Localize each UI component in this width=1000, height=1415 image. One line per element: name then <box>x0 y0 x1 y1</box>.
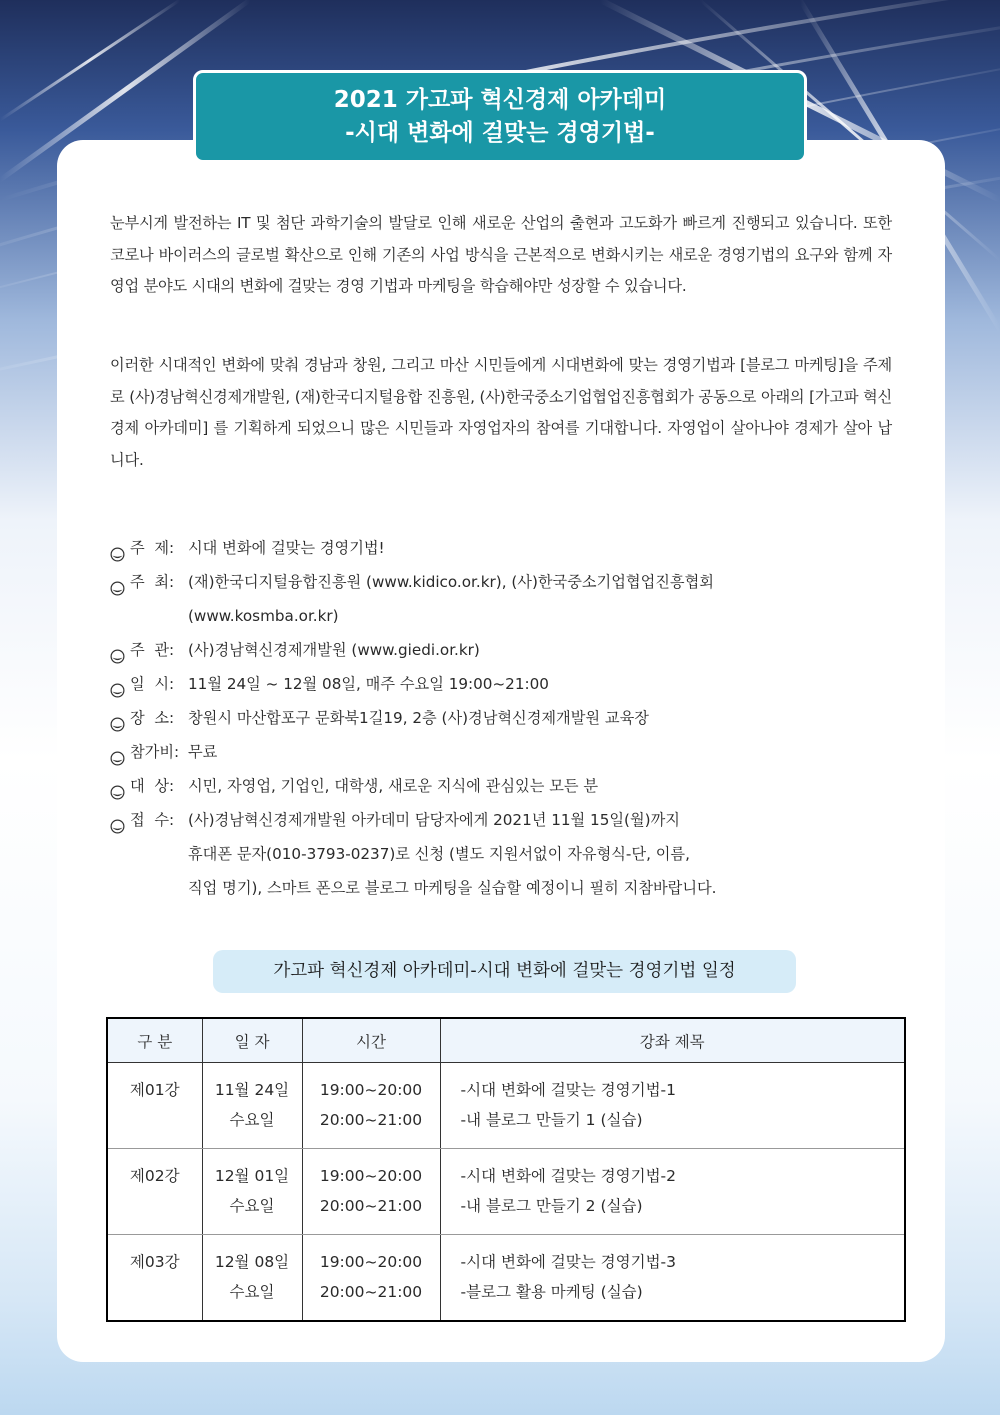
session-cell <box>107 1148 202 1234</box>
session-cell <box>107 1234 202 1321</box>
info-value <box>188 803 900 905</box>
info-value-line: 무료 <box>188 743 218 761</box>
bullet-icon <box>110 676 125 691</box>
bullet-icon <box>110 778 125 793</box>
session-label: 제03강 <box>129 1252 180 1271</box>
info-label: 주 제: <box>130 539 175 557</box>
bullet-icon <box>110 744 125 759</box>
topic-line-2: -내 블로그 만들기 1 (실습) <box>460 1111 643 1129</box>
info-label: 장 소: <box>130 709 175 727</box>
info-value <box>188 769 900 803</box>
session-label: 제02강 <box>129 1166 180 1185</box>
info-value-line: 창원시 마산합포구 문화북1길19, 2층 (사)경남혁신경제개발원 교육장 <box>188 709 649 727</box>
table-row <box>107 1063 905 1149</box>
topic-cell <box>440 1234 905 1321</box>
info-label: 대 상: <box>130 777 175 795</box>
topic-cell <box>440 1148 905 1234</box>
info-row <box>110 565 900 633</box>
bullet-icon <box>110 540 125 555</box>
title-line-2: -시대 변화에 걸맞는 경영기법- <box>345 119 655 146</box>
topic-line-2: -내 블로그 만들기 2 (실습) <box>460 1196 643 1215</box>
topic-line-1: -시대 변화에 걸맞는 경영기법-1 <box>460 1081 677 1099</box>
table-header-row <box>107 1018 905 1063</box>
topic-cell <box>440 1063 905 1149</box>
intro-paragraph-1: 눈부시게 발전하는 IT 및 첨단 과학기술의 발달로 인해 새로운 산업의 출현과 고도화가 빠르게 진행되고 있습니다. 또한 코로나 바이러스의 글로벌 확산으로 인해 기존의 사업 방식을 근본적으로 변화시키는 새로운 경영기법의 요구와 함께 자영업 분야도 시대의 변화에 걸맞는 경영 기법과 마케팅을 학습해야만 성장할 수 있습니다. <box>110 214 892 295</box>
time-cell <box>302 1148 440 1234</box>
info-label: 참가비: <box>130 743 180 761</box>
info-value <box>188 735 900 769</box>
intro-paragraph-2: 이러한 시대적인 변화에 맞춰 경남과 창원, 그리고 마산 시민들에게 시대변화에 맞는 경영기법과 [블로그 마케팅]을 주제로 (사)경남혁신경제개발원, (재)한국디지털융합 진흥원, (사)한국중소기업협업진흥협회가 공동으로 아래의 [가고파 혁신경제 아카데미] 를 기획하게 되었으니 많은 시민들과 자영업자의 참여를 기대합니다. 자영업이 살아나야 경제가 살아 납니다. <box>110 356 892 469</box>
info-value <box>188 633 900 667</box>
info-row <box>110 735 900 769</box>
info-label: 주 관: <box>130 641 175 659</box>
session-label: 제01강 <box>129 1081 180 1099</box>
header-date: 일 자 <box>202 1018 302 1063</box>
info-row <box>110 667 900 701</box>
info-row <box>110 701 900 735</box>
info-value-line: 11월 24일 ~ 12월 08일, 매주 수요일 19:00~21:00 <box>188 675 549 693</box>
time-cell <box>302 1063 440 1149</box>
info-label: 접 수: <box>130 811 175 829</box>
time-slot-1: 19:00~20:00 <box>319 1252 423 1271</box>
info-value-line: (사)경남혁신경제개발원 아카데미 담당자에게 2021년 11월 15일(월)까지 <box>188 811 680 829</box>
info-value <box>188 701 900 735</box>
date-cell <box>202 1148 302 1234</box>
bullet-icon <box>110 574 125 589</box>
date-cell <box>202 1234 302 1321</box>
time-slot-1: 19:00~20:00 <box>319 1081 423 1099</box>
info-label: 주 최: <box>130 573 175 591</box>
info-value <box>188 531 900 565</box>
info-value-line: (사)경남혁신경제개발원 (www.giedi.or.kr) <box>188 641 480 659</box>
table-row <box>107 1148 905 1234</box>
info-value-line: 시대 변화에 걸맞는 경영기법! <box>188 539 385 557</box>
date-label: 12월 08일 <box>214 1252 290 1271</box>
topic-line-1: -시대 변화에 걸맞는 경영기법-2 <box>460 1166 677 1185</box>
info-value-line: (www.kosmba.or.kr) <box>188 607 339 625</box>
title-banner <box>193 70 807 163</box>
info-row <box>110 531 900 565</box>
session-cell <box>107 1063 202 1149</box>
time-slot-1: 19:00~20:00 <box>319 1166 423 1185</box>
info-value-line: 시민, 자영업, 기업인, 대학생, 새로운 지식에 관심있는 모든 분 <box>188 777 599 795</box>
time-slot-2: 20:00~21:00 <box>319 1282 423 1301</box>
day-label: 수요일 <box>229 1196 275 1215</box>
header-session: 구 분 <box>107 1018 202 1063</box>
title-line-1: 2021 가고파 혁신경제 아카데미 <box>333 86 667 113</box>
time-slot-2: 20:00~21:00 <box>319 1196 423 1215</box>
table-row <box>107 1234 905 1321</box>
info-row <box>110 633 900 667</box>
header-topic: 강좌 제목 <box>440 1018 905 1063</box>
time-cell <box>302 1234 440 1321</box>
bullet-icon <box>110 710 125 725</box>
info-value <box>188 667 900 701</box>
schedule-title: 가고파 혁신경제 아카데미-시대 변화에 걸맞는 경영기법 일정 <box>213 950 796 993</box>
info-value-line: 휴대폰 문자(010-3793-0237)로 신청 (별도 지원서없이 자유형식-단, 이름, <box>188 845 690 863</box>
schedule-table <box>106 1017 906 1322</box>
day-label: 수요일 <box>229 1111 275 1129</box>
bullet-icon <box>110 642 125 657</box>
topic-line-2: -블로그 활용 마케팅 (실습) <box>460 1282 643 1301</box>
time-slot-2: 20:00~21:00 <box>319 1111 423 1129</box>
event-info-list <box>110 531 900 905</box>
date-cell <box>202 1063 302 1149</box>
day-label: 수요일 <box>229 1282 275 1301</box>
info-label: 일 시: <box>130 675 175 693</box>
info-value <box>188 565 900 633</box>
info-value-line: 직업 명기), 스마트 폰으로 블로그 마케팅을 실습할 예정이니 필히 지참바랍니다. <box>188 879 717 897</box>
bullet-icon <box>110 812 125 827</box>
info-row <box>110 769 900 803</box>
info-row <box>110 803 900 905</box>
header-time: 시간 <box>302 1018 440 1063</box>
date-label: 12월 01일 <box>214 1166 290 1185</box>
info-value-line: (재)한국디지털융합진흥원 (www.kidico.or.kr), (사)한국중소기업협업진흥협회 <box>188 573 714 591</box>
date-label: 11월 24일 <box>214 1081 290 1099</box>
topic-line-1: -시대 변화에 걸맞는 경영기법-3 <box>460 1252 677 1271</box>
